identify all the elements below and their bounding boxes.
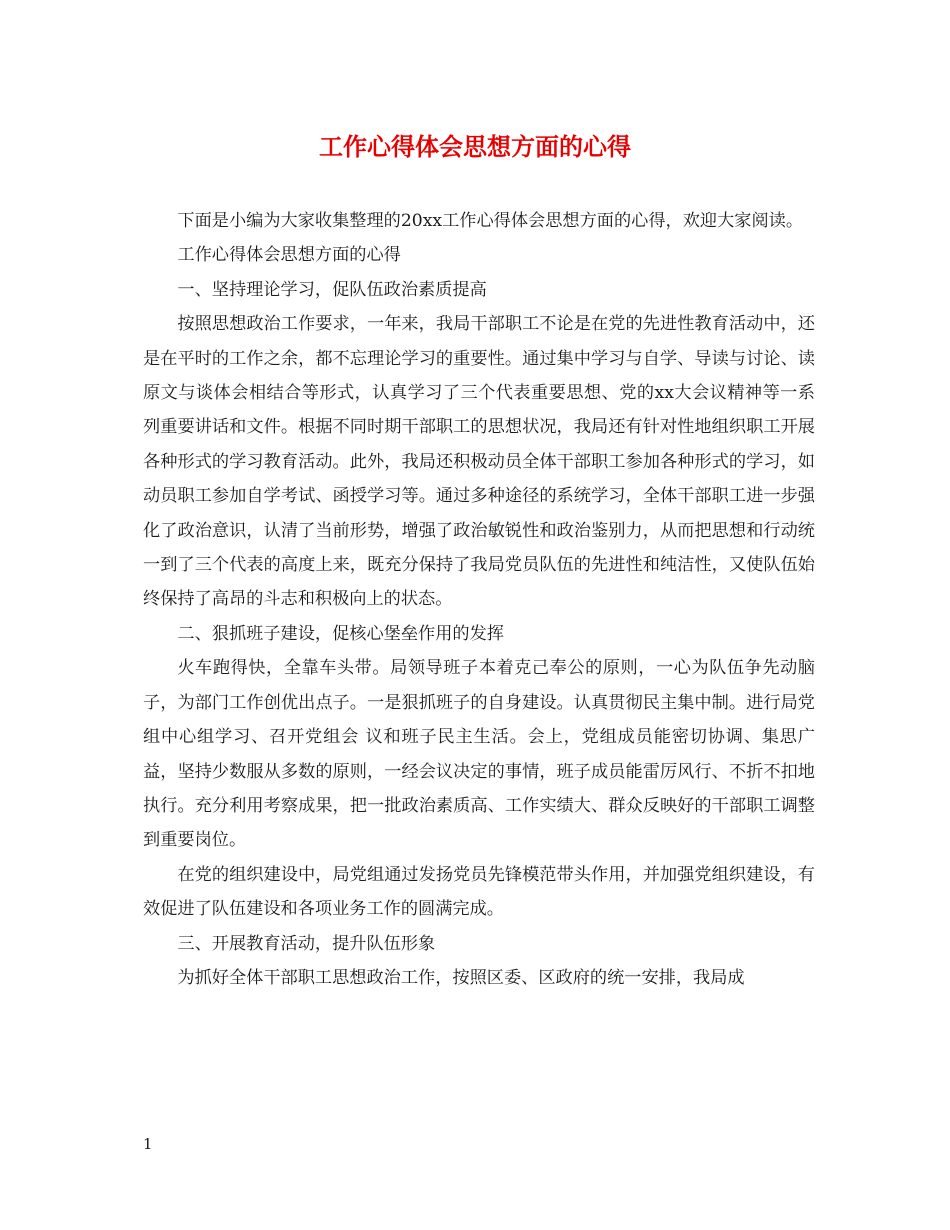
section-heading-2: 二、狠抓班子建设，促核心堡垒作用的发挥 (177, 623, 504, 644)
paragraph-intro: 下面是小编为大家收集整理的20xx工作心得体会思想方面的心得，欢迎大家阅读。 (177, 211, 804, 231)
paragraph-section-2a: 火车跑得快，全靠车头带。局领导班子本着克己奉公的原则，一心为队伍争先动脑子，为部门工作创优出点子。一是狠抓班子的自身建设。认真贯彻民主集中制。进行局党组中心组学习、召开党组会 议和班子民主生活。会上，党组成员能密切协调、集思广益，坚持少数服从多数的原则，一经会议决定的事情，班子成员能雷厉风行、不折不扣地执行。充分利用考察成果，把一批政治素质高、工作实绩大、群众反映好的干部职工调整到重要岗位。 (143, 658, 815, 851)
section-heading-3: 三、开展教育活动，提升队伍形象 (177, 933, 436, 954)
paragraph-subtitle: 工作心得体会思想方面的心得 (177, 245, 401, 266)
paragraph-section-2b: 在党的组织建设中，局党组通过发扬党员先锋模范带头作用，并加强党组织建设，有效促进了队伍建设和各项业务工作的圆满完成。 (143, 864, 815, 920)
document-title: 工作心得体会思想方面的心得 (319, 132, 631, 161)
document-body (143, 204, 815, 995)
page-number: 1 (143, 1135, 153, 1153)
section-heading-1: 一、坚持理论学习，促队伍政治素质提高 (177, 279, 487, 300)
paragraph-section-3: 为抓好全体干部职工思想政治工作，按照区委、区政府的统一安排，我局成 (177, 967, 745, 988)
paragraph-section-1: 按照思想政治工作要求，一年来，我局干部职工不论是在党的先进性教育活动中，还是在平时的工作之余，都不忘理论学习的重要性。通过集中学习与自学、导读与讨论、读原文与谈体会相结合等形式，认真学习了三个代表重要思想、党的xx大会议精神等一系列重要讲话和文件。根据不同时期干部职工的思想状况，我局还有针对性地组织职工开展各种形式的学习教育活动。此外，我局还积极动员全体干部职工参加各种形式的学习，如动员职工参加自学考试、函授学习等。通过多种途径的系统学习，全体干部职工进一步强化了政治意识，认清了当前形势，增强了政治敏锐性和政治鉴别力，从而把思想和行动统一到了三个代表的高度上来，既充分保持了我局党员队伍的先进性和纯洁性，又使队伍始终保持了高昂的斗志和积极向上的状态。 (143, 314, 815, 610)
